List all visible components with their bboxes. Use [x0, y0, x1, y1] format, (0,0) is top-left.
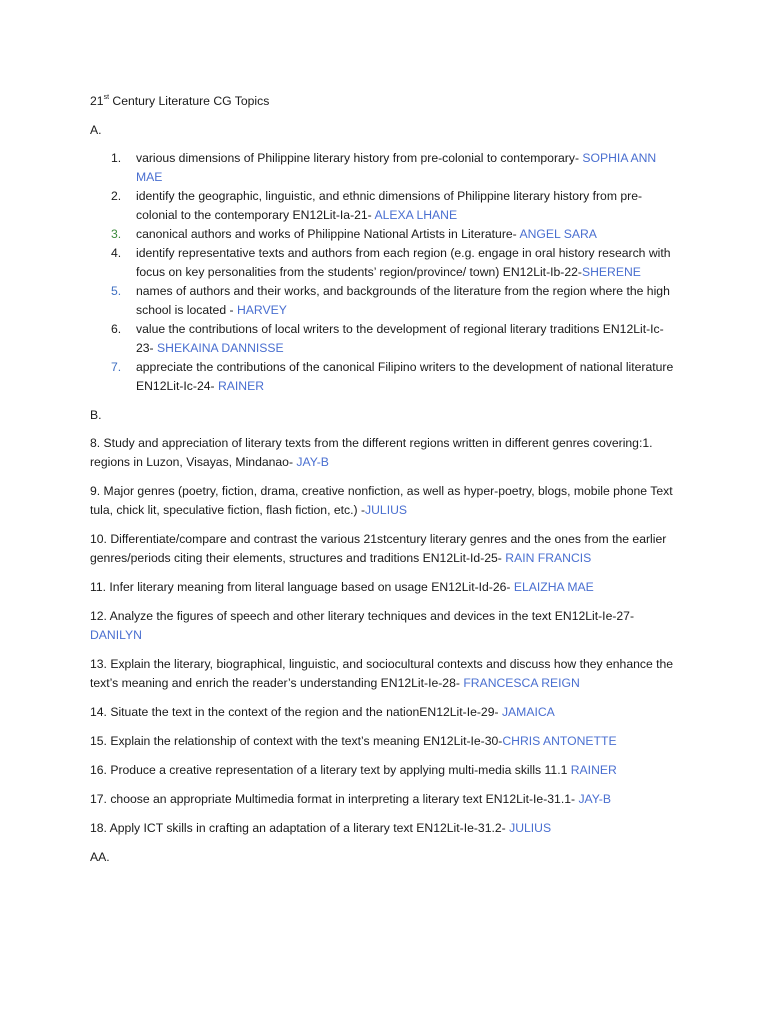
section-b-heading: B. [90, 408, 102, 422]
assignee-name: ANGEL SARA [519, 227, 597, 241]
topic-paragraph: 18. Apply ICT skills in crafting an adaptation of a literary text EN12Lit-Ie-31.2- JULIUS [90, 821, 552, 835]
assignee-name: CHRIS ANTONETTE [502, 734, 617, 748]
list-item: 6. value the contributions of local writers to the development of regional literary traditions EN12Lit-Ic-23- SHEKAINA DANNISSE [111, 322, 664, 355]
assignee-name: ALEXA LHANE [374, 208, 458, 222]
topic-paragraph: 14. Situate the text in the context of the region and the nationEN12Lit-Ie-29- JAMAICA [90, 705, 555, 719]
assignee-name: HARVEY [236, 303, 287, 317]
topic-paragraph: 10. Differentiate/compare and contrast the various 21stcentury literary genres and the ones from the earlier genres/periods citing their elements, structures and traditions EN12Lit-Id-25- RAIN FRANCIS [90, 532, 667, 565]
assignee-name: SOPHIA ANN MAE [136, 151, 657, 184]
assignee-name: RAINER [570, 763, 617, 777]
assignee-name: SHEKAINA DANNISSE [157, 341, 284, 355]
list-item: 3. canonical authors and works of Philippine National Artists in Literature- ANGEL SARA [111, 227, 597, 241]
document-title: 21st Century Literature CG Topics [90, 94, 270, 108]
section-aa-heading: AA. [90, 850, 110, 864]
list-item: 2. identify the geographic, linguistic, and ethnic dimensions of Philippine literary history from pre-colonial to the contemporary EN12Lit-Ia-21- ALEXA LHANE [111, 189, 643, 222]
topic-paragraph: 11. Infer literary meaning from literal language based on usage EN12Lit-Id-26- ELAIZHA MAE [90, 580, 594, 594]
list-item: 5. names of authors and their works, and backgrounds of the literature from the region where the high school is located - HARVEY [111, 284, 670, 317]
topic-paragraph: 17. choose an appropriate Multimedia format in interpreting a literary text EN12Lit-Ie-31.1- JAY-B [90, 792, 611, 806]
topic-paragraph: 12. Analyze the figures of speech and other literary techniques and devices in the text EN12Lit-Ie-27-DANILYN [90, 609, 635, 642]
list-item: 1. various dimensions of Philippine literary history from pre-colonial to contemporary- SOPHIA ANN MAE [111, 151, 657, 184]
section-a-heading: A. [90, 123, 102, 137]
assignee-name: DANILYN [90, 628, 142, 642]
topic-list-a [90, 149, 680, 396]
assignee-name: RAIN FRANCIS [505, 551, 592, 565]
assignee-name: RAINER [217, 379, 265, 393]
topic-paragraph: 15. Explain the relationship of context with the text’s meaning EN12Lit-Ie-30-CHRIS ANTONETTE [90, 734, 617, 748]
assignee-name: JULIUS [509, 821, 552, 835]
assignee-name: JAY-B [296, 455, 329, 469]
topic-paragraph: 16. Produce a creative representation of a literary text by applying multi-media skills 11.1 RAINER [90, 763, 617, 777]
assignee-name: JULIUS [365, 503, 408, 517]
document-content [90, 92, 680, 876]
topic-paragraph: 9. Major genres (poetry, fiction, drama, creative nonfiction, as well as hyper-poetry, blogs, mobile phone Text tula, chick lit, speculative fiction, flash fiction, etc.) -JULIUS [90, 484, 673, 517]
list-item: 7. appreciate the contributions of the canonical Filipino writers to the development of national literature EN12Lit-Ic-24- RAINER [111, 360, 674, 393]
topic-paragraph: 8. Study and appreciation of literary texts from the different regions written in different genres covering:1. regions in Luzon, Visayas, Mindanao- JAY-B [90, 436, 653, 469]
assignee-name: SHERENE [581, 265, 641, 279]
list-item: 4. identify representative texts and authors from each region (e.g. engage in oral history research with focus on key personalities from the students’ region/province/ town) EN12Lit-Ib-22-SHERENE [111, 246, 671, 279]
assignee-name: JAY-B [578, 792, 611, 806]
assignee-name: JAMAICA [501, 705, 555, 719]
topic-paragraph: 13. Explain the literary, biographical, linguistic, and sociocultural contexts and discuss how they enhance the text’s meaning and enrich the reader’s understanding EN12Lit-Ie-28- FRANCESCA REIGN [90, 657, 674, 690]
assignee-name: FRANCESCA REIGN [463, 676, 580, 690]
assignee-name: ELAIZHA MAE [513, 580, 594, 594]
